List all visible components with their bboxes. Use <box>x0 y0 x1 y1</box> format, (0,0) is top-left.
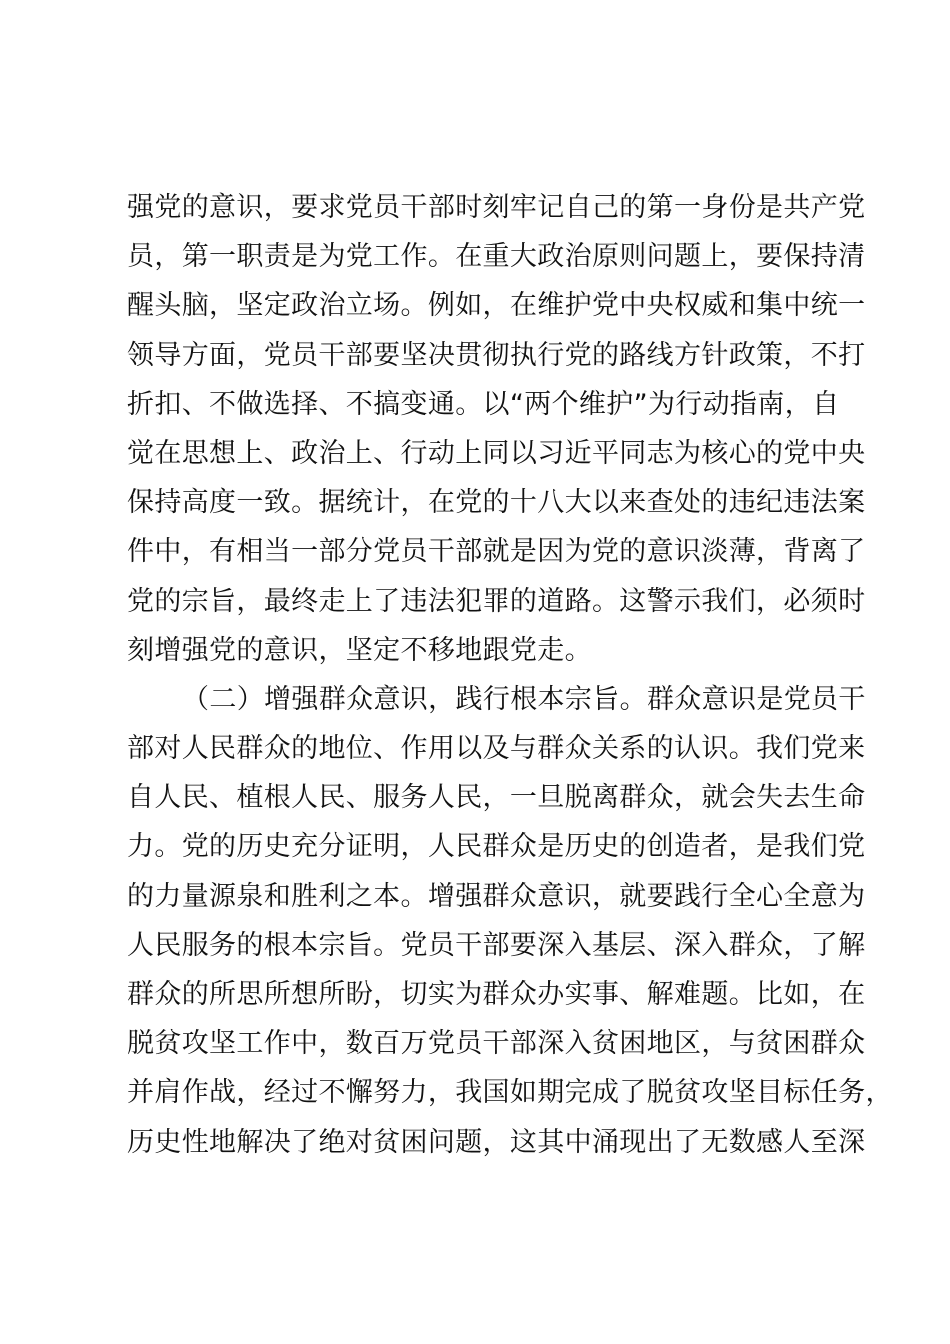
text-line: 的力量源泉和胜利之本。增强群众意识，就要践行全心全意为 <box>127 880 866 912</box>
text-line: 并肩作战，经过不懈努力，我国如期完成了脱贫攻坚目标任务， <box>127 1077 893 1109</box>
text-line: 领导方面，党员干部要坚决贯彻执行党的路线方针政策，不打 <box>127 339 866 371</box>
text-line: 强党的意识，要求党员干部时刻牢记自己的第一身份是共产党 <box>127 192 866 223</box>
text-line: 人民服务的根本宗旨。党员干部要深入基层、深入群众，了解 <box>127 929 866 961</box>
text-line: 员，第一职责是为党工作。在重大政治原则问题上，要保持清 <box>127 241 866 273</box>
text-line: 脱贫攻坚工作中，数百万党员干部深入贫困地区，与贫困群众 <box>127 1028 866 1060</box>
text-line: 自人民、植根人民、服务人民，一旦脱离群众，就会失去生命 <box>127 782 866 814</box>
text-line: 部对人民群众的地位、作用以及与群众关系的认识。我们党来 <box>127 733 866 765</box>
text-line: 觉在思想上、政治上、行动上同以习近平同志为核心的党中央 <box>127 437 866 469</box>
section-heading-line: （二）增强群众意识，践行根本宗旨。群众意识是党员干 <box>182 683 866 715</box>
text-line: 醒头脑，坚定政治立场。例如，在维护党中央权威和集中统一 <box>127 290 866 322</box>
text-line: 件中，有相当一部分党员干部就是因为党的意识淡薄，背离了 <box>127 536 866 568</box>
text-line: 保持高度一致。据统计，在党的十八大以来查处的违纪违法案 <box>127 487 866 519</box>
text-line: 折扣、不做选择、不搞变通。以“两个维护”为行动指南，自 <box>127 388 840 420</box>
text-line: 力。党的历史充分证明，人民群众是历史的创造者，是我们党 <box>127 831 866 863</box>
text-line: 党的宗旨，最终走上了违法犯罪的道路。这警示我们，必须时 <box>127 585 866 617</box>
text-line: 历史性地解决了绝对贫困问题，这其中涌现出了无数感人至深 <box>127 1126 866 1158</box>
text-line: 群众的所思所想所盼，切实为群众办实事、解难题。比如，在 <box>127 979 866 1010</box>
body-text <box>127 183 893 1167</box>
text-line: 刻增强党的意识，坚定不移地跟党走。 <box>127 634 592 666</box>
